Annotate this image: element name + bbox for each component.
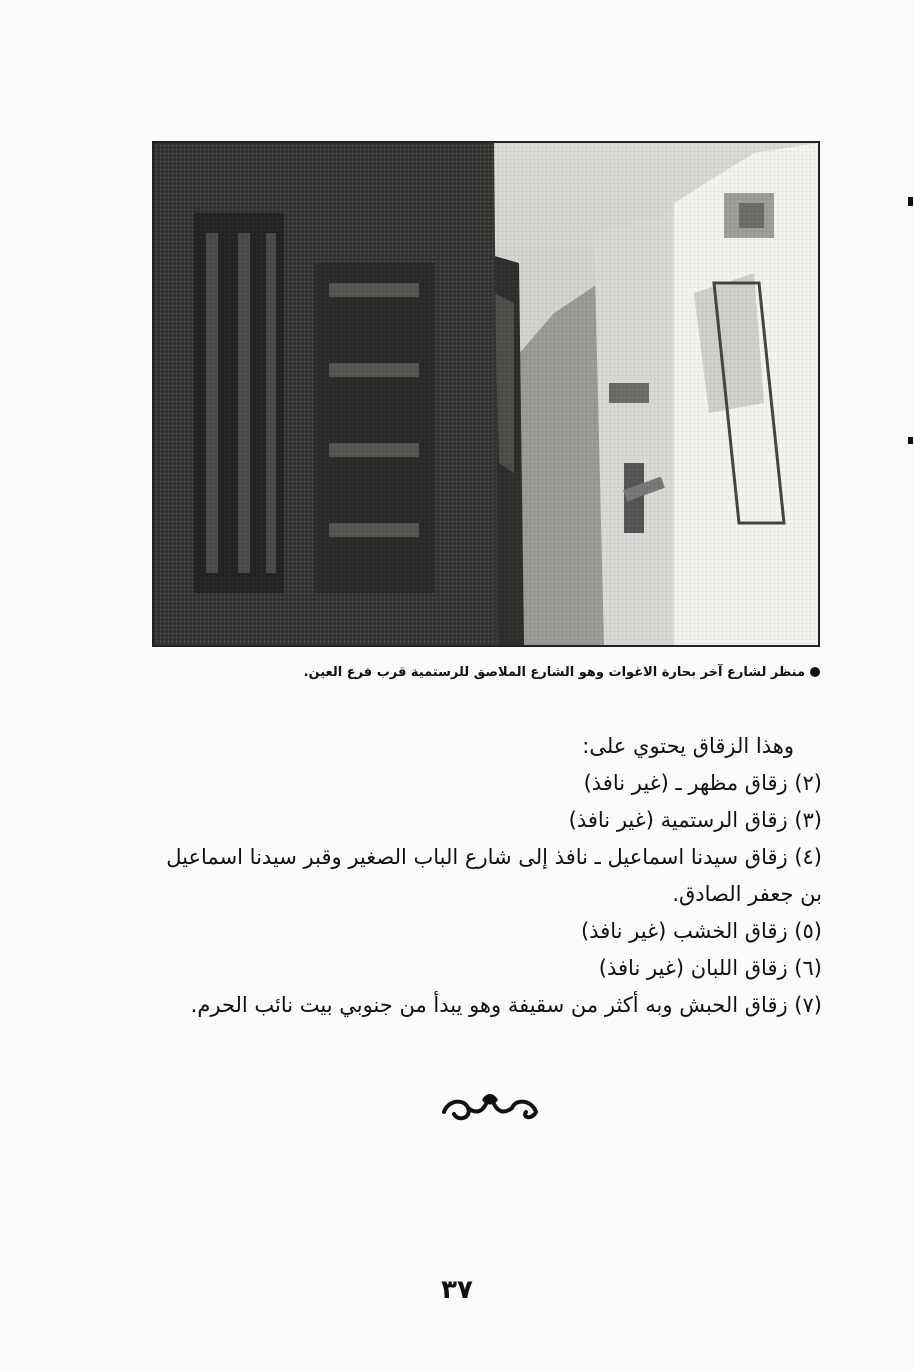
intro-line: وهذا الزقاق يحتوي على: [582,734,794,758]
list-item: (٢) زقاق مظهر ـ (غير نافذ) [583,771,822,795]
list-item: (٥) زقاق الخشب (غير نافذ) [581,919,822,943]
list-item: (٤) زقاق سيدنا اسماعيل ـ نافذ إلى شارع الباب الصغير وقبر سيدنا اسماعيل بن جعفر الصادق. [166,845,822,906]
floral-divider-icon [438,1090,542,1126]
list-item: (٦) زقاق اللبان (غير نافذ) [598,956,822,980]
photo-caption [160,664,820,682]
body-text [150,728,822,1024]
list-item: (٣) زقاق الرستمية (غير نافذ) [568,808,822,832]
edge-mark-top [908,197,913,206]
alley-photo [152,141,820,647]
list-item: (٧) زقاق الحبش وبه أكثر من سقيفة وهو يبدأ من جنوبي بيت نائب الحرم. [190,993,822,1017]
caption-text: منظر لشارع آخر بحارة الاغوات وهو الشارع الملاصق للرستمية قرب فرع العين. [303,665,805,680]
page-number: ٣٧ [441,1275,473,1305]
bullet-icon [810,667,820,677]
edge-mark-middle [908,437,913,444]
alley-photo-image [154,143,818,645]
